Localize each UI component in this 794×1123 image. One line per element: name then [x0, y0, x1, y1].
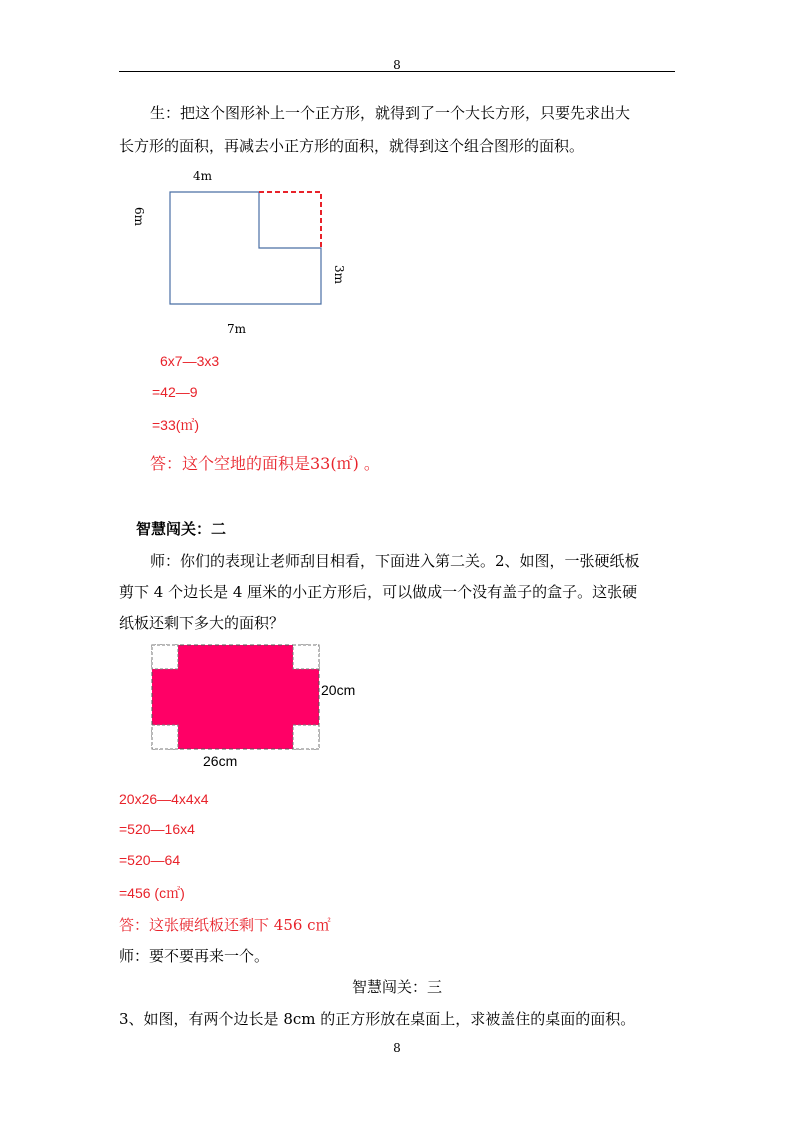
paragraph-line: 3、如图，有两个边长是 8cm 的正方形放在桌面上，求被盖住的桌面的面积。 [119, 1010, 636, 1028]
label-right: 3m [332, 265, 346, 285]
answer-line: 答：这张硬纸板还剩下 456 c㎡ [119, 916, 331, 934]
cardboard-diagram [148, 640, 378, 770]
section-heading: 智慧闯关：二 [136, 520, 227, 538]
label-bottom: 7m [227, 322, 247, 336]
paragraph-line: 师：要不要再来一个。 [119, 947, 270, 965]
paragraph-line: 纸板还剩下多大的面积？ [119, 614, 285, 632]
header-page-number: 8 [393, 58, 401, 72]
corner-square [293, 645, 319, 669]
paragraph-line: 师：你们的表现让老师刮目相看，下面进入第二关。2、如图，一张硬纸板 [150, 552, 640, 570]
paragraph-line: 生：把这个图形补上一个正方形，就得到了一个大长方形，只要先求出大 [150, 104, 631, 122]
header-divider [119, 71, 675, 72]
calc-line: =42—9 [152, 384, 198, 400]
corner-square [152, 645, 178, 669]
label-top: 4m [193, 169, 213, 183]
l-shape-outline [170, 192, 321, 304]
footer-page-number: 8 [393, 1041, 401, 1055]
calc-line: =33(㎡) [152, 417, 200, 433]
paragraph-line: 剪下 4 个边长是 4 厘米的小正方形后，可以做成一个没有盖子的盒子。这张硬 [119, 583, 638, 601]
section-heading: 智慧闯关：三 [351, 978, 442, 996]
calc-line: 6x7—3x3 [160, 353, 220, 369]
corner-square [152, 725, 178, 749]
calc-line: =456 (c㎡) [119, 885, 185, 901]
answer-line: 答：这个空地的面积是33(㎡) 。 [150, 454, 380, 473]
paragraph-line: 长方形的面积，再减去小正方形的面积，就得到这个组合图形的面积。 [119, 137, 585, 155]
calc-line: =520—16x4 [119, 821, 195, 837]
missing-square-dashed [259, 192, 321, 248]
calc-line: =520—64 [119, 852, 181, 868]
label-right: 20cm [321, 682, 356, 698]
l-shape-diagram [125, 165, 365, 345]
label-left: 6m [132, 207, 146, 227]
label-bottom: 26cm [203, 753, 238, 769]
calc-line: 20x26—4x4x4 [119, 791, 209, 807]
corner-square [293, 725, 319, 749]
